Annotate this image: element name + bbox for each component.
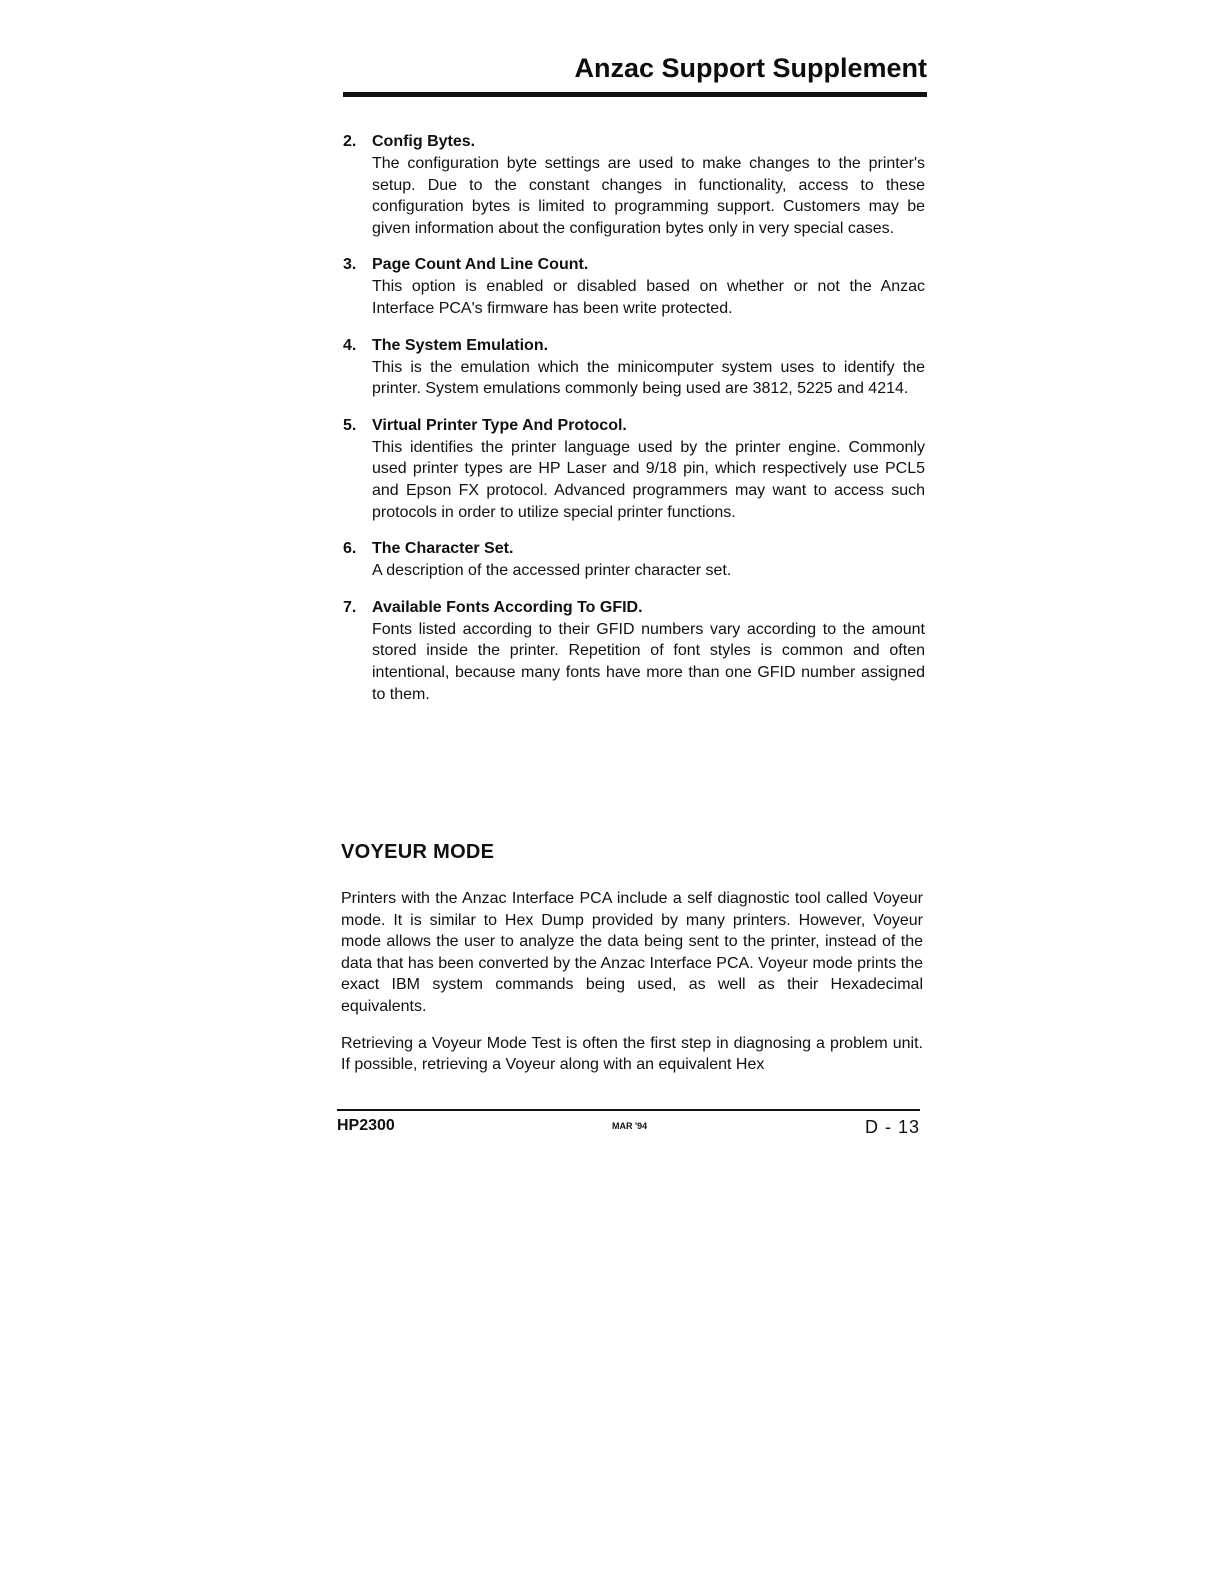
item-body: The configuration byte settings are used to make changes to the printer's setup. Due to the constant changes in functionality, access to these configuration bytes is limited to programming support. Customers may be given information about the configuration bytes only in very special cases. <box>372 155 925 237</box>
page-footer <box>337 1109 920 1143</box>
item-number: 3. <box>343 256 357 274</box>
header-rule <box>343 92 927 97</box>
page-number: D - 13 <box>864 1117 920 1137</box>
item-heading: Available Fonts According To GFID. <box>372 598 643 616</box>
item-heading: The Character Set. <box>372 540 514 558</box>
list-item <box>343 415 925 523</box>
item-heading: Page Count And Line Count. <box>372 256 589 274</box>
item-body: This option is enabled or disabled based on whether or not the Anzac Interface PCA's firmware has been write protected. <box>372 278 925 317</box>
list-item <box>343 335 925 400</box>
item-number: 2. <box>343 133 357 150</box>
page-header <box>343 50 927 86</box>
item-heading: The System Emulation. <box>372 336 549 354</box>
item-number: 5. <box>343 416 357 434</box>
list-item <box>343 254 925 319</box>
voyeur-mode-section <box>341 838 923 1091</box>
item-heading: Virtual Printer Type And Protocol. <box>372 416 627 434</box>
footer-rule <box>337 1109 920 1111</box>
item-body: A description of the accessed printer character set. <box>372 562 732 580</box>
list-item <box>343 538 925 582</box>
section-paragraph: Printers with the Anzac Interface PCA include a self diagnostic tool called Voyeur mode. It is similar to Hex Dump provided by many printers. However, Voyeur mode allows the user to analyze the data being sent to the printer, instead of the data that has been converted by the Anzac Interface PCA. Voyeur mode prints the exact IBM system commands being used, as well as their Hexadecimal equivalents. <box>341 890 923 1015</box>
footer-date: MAR '94 <box>612 1121 648 1131</box>
numbered-list <box>343 131 925 720</box>
item-heading: Config Bytes. <box>372 133 476 150</box>
page-title: Anzac Support Supplement <box>574 53 927 83</box>
item-number: 6. <box>343 540 357 558</box>
section-paragraph: Retrieving a Voyeur Mode Test is often the first step in diagnosing a problem unit. If possible, retrieving a Voyeur along with an equivalent Hex <box>341 1034 923 1074</box>
item-body: This is the emulation which the minicomputer system uses to identify the printer. System emulations commonly being used are 3812, 5225 and 4214. <box>372 358 925 398</box>
footer-model: HP2300 <box>337 1117 395 1134</box>
footer-row <box>337 1117 920 1143</box>
section-heading: VOYEUR MODE <box>341 841 495 863</box>
item-body: This identifies the printer language used by the printer engine. Commonly used printer types are HP Laser and 9/18 pin, which respectively use PCL5 and Epson FX protocol. Advanced programmers may want to access such protocols in order to utilize special printer functions. <box>372 438 925 521</box>
list-item <box>343 597 925 705</box>
item-body: Fonts listed according to their GFID numbers vary according to the amount stored inside the printer. Repetition of font styles is common and often intentional, because many fonts have more than one GFID number assigned to them. <box>372 620 925 703</box>
item-number: 4. <box>343 336 357 354</box>
list-item <box>343 131 925 239</box>
item-number: 7. <box>343 598 357 616</box>
